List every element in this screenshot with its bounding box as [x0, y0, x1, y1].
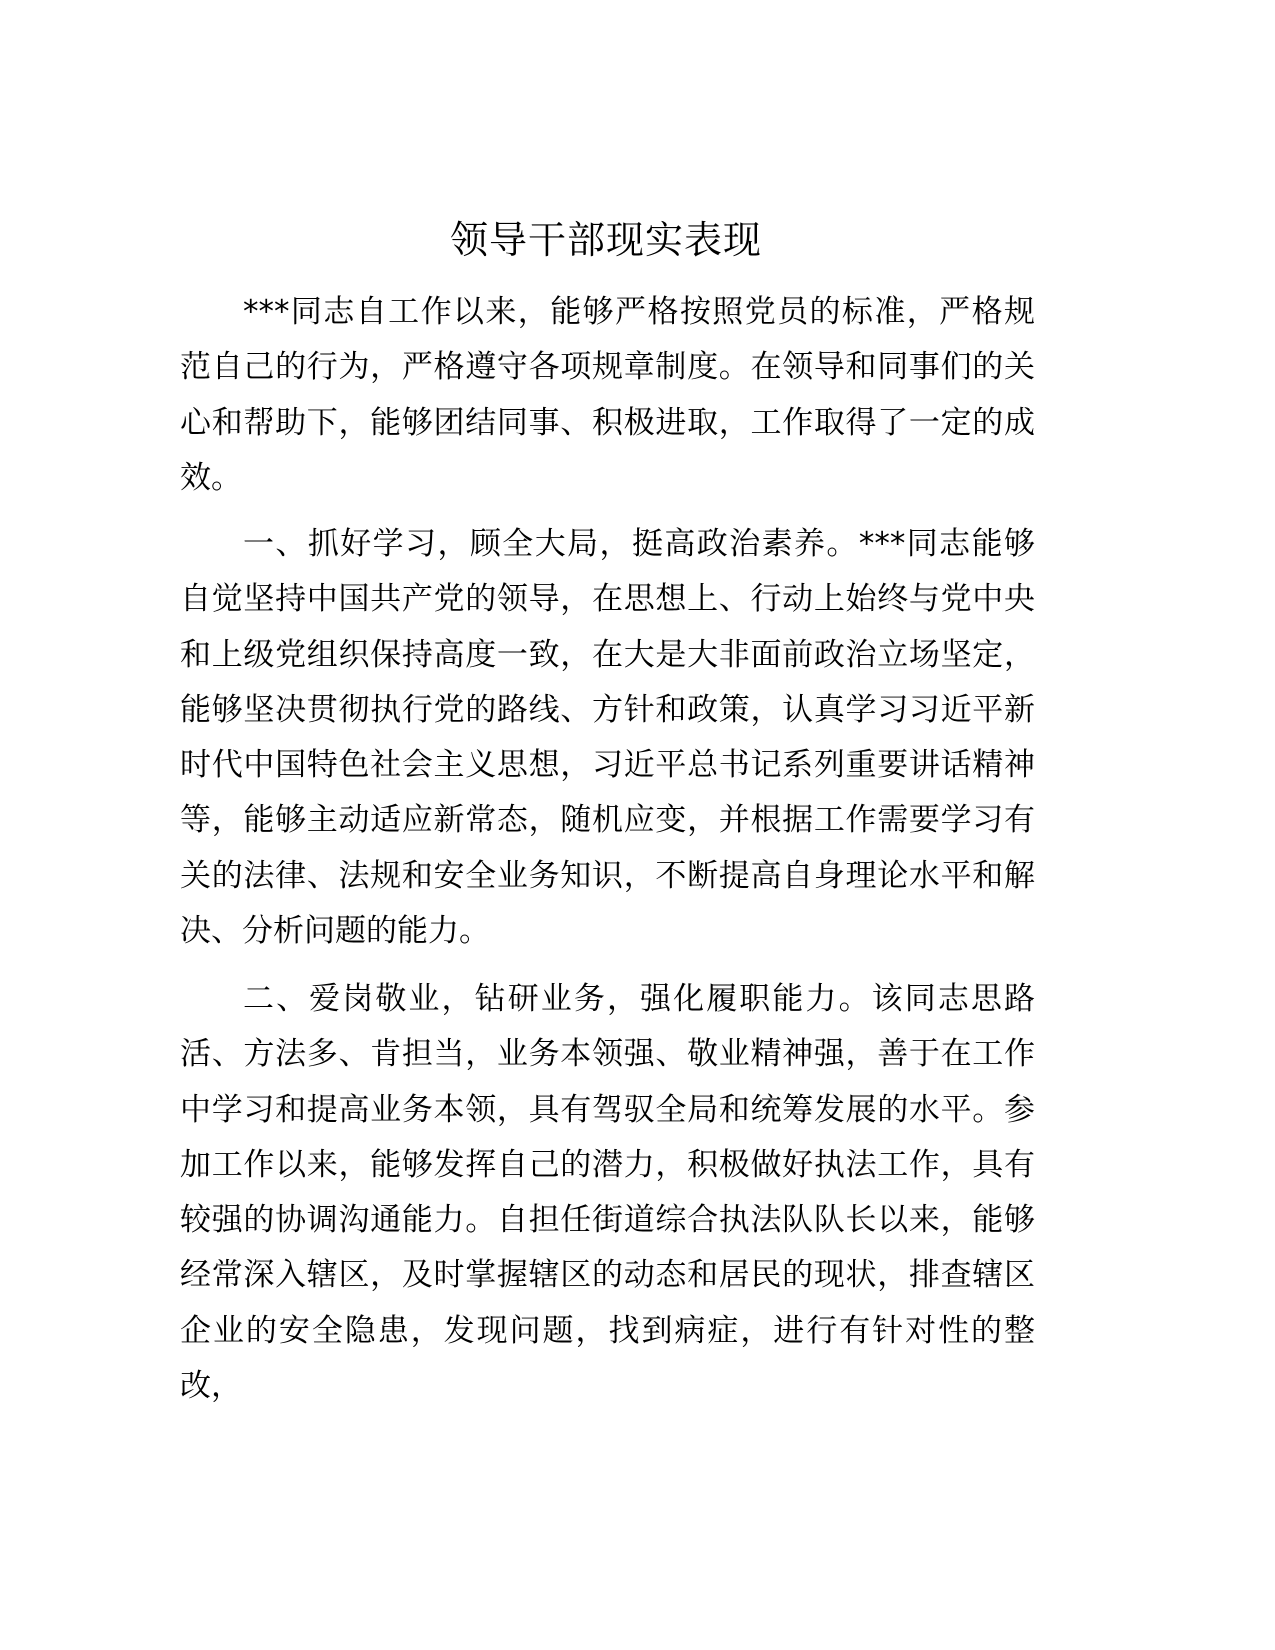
text-line: 加工作以来，能够发挥自己的潜力，积极做好执法工作，具有	[180, 1146, 1035, 1183]
text-line: 关的法律、法规和安全业务知识，不断提高自身理论水平和解	[180, 857, 1035, 894]
text-line: ***同志自工作以来，能够严格按照党员的标准，严格规	[243, 294, 1035, 330]
text-line: 心和帮助下，能够团结同事、积极进取，工作取得了一定的成	[180, 404, 1035, 441]
text-line: 经常深入辖区，及时掌握辖区的动态和居民的现状，排查辖区	[180, 1257, 1035, 1294]
paragraph-section-2	[180, 972, 1035, 1414]
text-line: 自觉坚持中国共产党的领导，在思想上、行动上始终与党中央	[180, 581, 1035, 618]
text-line: 较强的协调沟通能力。自担任街道综合执法队队长以来，能够	[180, 1202, 1035, 1239]
text-line: 和上级党组织保持高度一致，在大是大非面前政治立场坚定，	[180, 636, 1035, 673]
text-line: 改，	[180, 1368, 242, 1405]
text-line: 决、分析问题的能力。	[180, 913, 490, 950]
paragraph-intro	[180, 285, 1035, 506]
text-line: 时代中国特色社会主义思想，习近平总书记系列重要讲话精神	[180, 747, 1035, 784]
text-line: 中学习和提高业务本领，具有驾驭全局和统筹发展的水平。参	[180, 1091, 1035, 1128]
paragraph-section-1	[180, 517, 1035, 959]
text-line: 活、方法多、肯担当，业务本领强、敬业精神强，善于在工作	[180, 1036, 1035, 1073]
text-line: 等，能够主动适应新常态，随机应变，并根据工作需要学习有	[180, 802, 1035, 839]
document-title: 领导干部现实表现	[449, 218, 762, 262]
text-line: 能够坚决贯彻执行党的路线、方针和政策，认真学习习近平新	[180, 691, 1035, 728]
text-line: 企业的安全隐患，发现问题，找到病症，进行有针对性的整	[180, 1312, 1035, 1349]
text-line: 一、抓好学习，顾全大局，挺高政治素养。***同志能够	[243, 526, 1035, 562]
text-line: 效。	[180, 459, 242, 496]
text-line: 范自己的行为，严格遵守各项规章制度。在领导和同事们的关	[180, 349, 1035, 386]
text-line: 二、爱岗敬业，钻研业务，强化履职能力。该同志思路	[243, 981, 1035, 1017]
